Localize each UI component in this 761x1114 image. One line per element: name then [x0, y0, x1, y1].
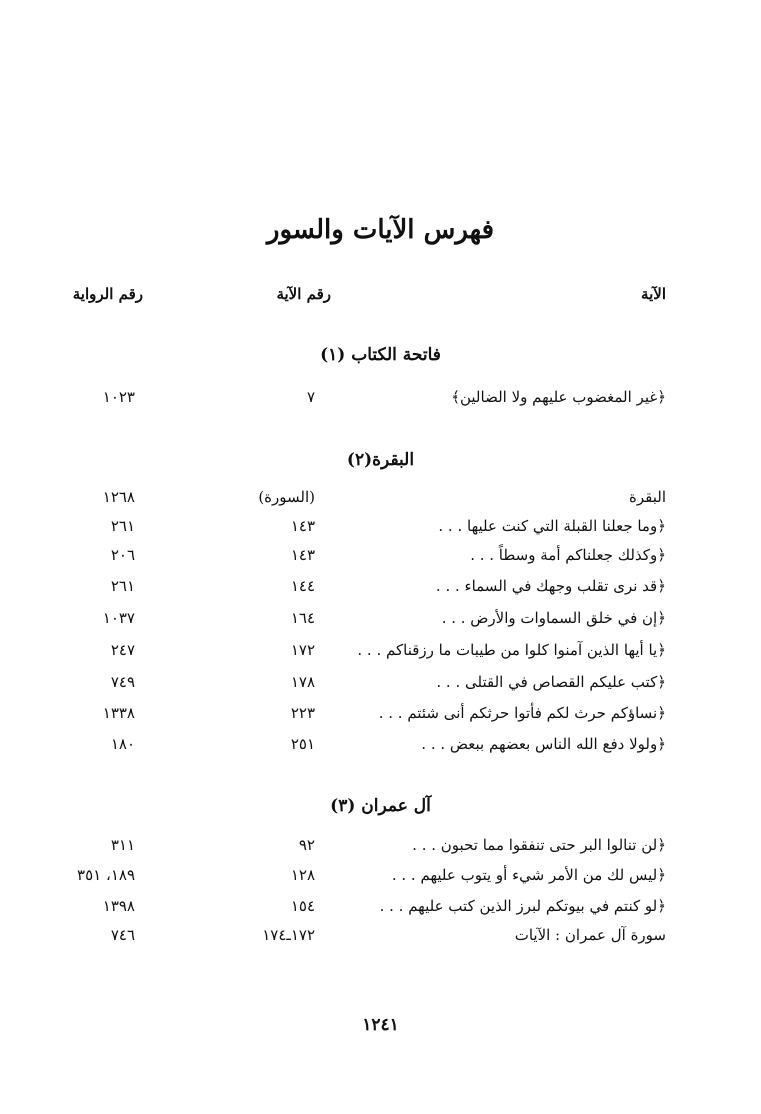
narration-number: ١٠٢٣	[102, 388, 135, 406]
narration-number: ١٨٩، ٣٥١	[77, 866, 135, 884]
ayah-text: ﴿كتب عليكم القصاص في القتلى . . .	[436, 673, 666, 691]
table-row	[0, 577, 761, 603]
table-row	[0, 488, 761, 514]
table-row	[0, 897, 761, 923]
ayah-number: ١٦٤	[290, 609, 315, 627]
ayah-number: (السورة)	[258, 488, 315, 506]
ayah-text: ﴿نساؤكم حرث لكم فأتوا حرثكم أنى شئتم . . .	[378, 704, 666, 722]
ayah-text: ﴿وما جعلنا القبلة التي كنت عليها . . .	[438, 517, 666, 535]
narration-number: ٢٦١	[110, 517, 135, 535]
ayah-text: ﴿ولولا دفع الله الناس بعضهم ببعض . . .	[421, 735, 666, 753]
ayah-number: ١٧٨	[290, 673, 315, 691]
ayah-text: ﴿إن في خلق السماوات والأرض . . .	[441, 609, 666, 627]
table-row	[0, 546, 761, 572]
ayah-number: ٧	[306, 388, 315, 406]
narration-number: ٢٦١	[110, 577, 135, 595]
surah-heading-al-imran: آل عمران (٣)	[330, 796, 431, 816]
ayah-text: ﴿لو كنتم في بيوتكم لبرز الذين كتب عليهم . . .	[379, 897, 666, 915]
column-header-narration-number: رقم الرواية	[72, 285, 143, 303]
narration-number: ١٣٩٨	[102, 897, 135, 915]
ayah-number: ١٧٢ـ١٧٤	[262, 926, 315, 944]
ayah-text: ﴿يا أيها الذين آمنوا كلوا من طيبات ما رزقناكم . . .	[357, 641, 666, 659]
narration-number: ١٢٦٨	[102, 488, 135, 506]
page-title: فهرس الآيات والسور	[266, 215, 495, 245]
ayah-text: ﴿غير المغضوب عليهم ولا الضالين﴾	[451, 388, 666, 406]
ayah-text: ﴿ليس لك من الأمر شيء أو يتوب عليهم . . .	[391, 866, 666, 884]
table-row	[0, 517, 761, 543]
surah-heading-fatiha: فاتحة الكتاب (١)	[320, 345, 441, 365]
table-row	[0, 866, 761, 892]
table-row	[0, 641, 761, 667]
ayah-number: ١٧٢	[290, 641, 315, 659]
table-row	[0, 926, 761, 952]
table-row	[0, 388, 761, 414]
column-header-ayah: الآية	[641, 285, 666, 303]
ayah-number: ١٥٤	[290, 897, 315, 915]
ayah-text: ﴿وكذلك جعلناكم أمة وسطاً . . .	[470, 546, 666, 564]
surah-heading-baqarah: البقرة(٢)	[346, 450, 415, 470]
table-row	[0, 735, 761, 761]
column-headers	[0, 285, 761, 309]
narration-number: ١٣٣٨	[102, 704, 135, 722]
ayah-number: ١٤٤	[290, 577, 315, 595]
table-row	[0, 609, 761, 635]
ayah-number: ١٤٣	[290, 546, 315, 564]
narration-number: ١٨٠	[110, 735, 135, 753]
ayah-number: ٩٢	[298, 836, 315, 854]
table-row	[0, 704, 761, 730]
narration-number: ٣١١	[110, 836, 135, 854]
narration-number: ٢٤٧	[110, 641, 135, 659]
narration-number: ٧٤٦	[110, 926, 135, 944]
column-header-ayah-number: رقم الآية	[276, 285, 331, 303]
ayah-text: سورة آل عمران : الآيات	[514, 926, 666, 944]
narration-number: ٢٠٦	[110, 546, 135, 564]
ayah-text: ﴿قد نرى تقلب وجهك في السماء . . .	[435, 577, 666, 595]
table-row	[0, 836, 761, 862]
narration-number: ١٠٣٧	[102, 609, 135, 627]
ayah-number: ١٤٣	[290, 517, 315, 535]
ayah-number: ٢٢٣	[290, 704, 315, 722]
ayah-number: ٢٥١	[290, 735, 315, 753]
ayah-text: ﴿لن تنالوا البر حتى تنفقوا مما تحبون . . .	[412, 836, 666, 854]
narration-number: ٧٤٩	[110, 673, 135, 691]
table-row	[0, 673, 761, 699]
page-number: ١٢٤١	[362, 1015, 399, 1035]
ayah-number: ١٢٨	[290, 866, 315, 884]
ayah-text: البقرة	[629, 488, 666, 506]
